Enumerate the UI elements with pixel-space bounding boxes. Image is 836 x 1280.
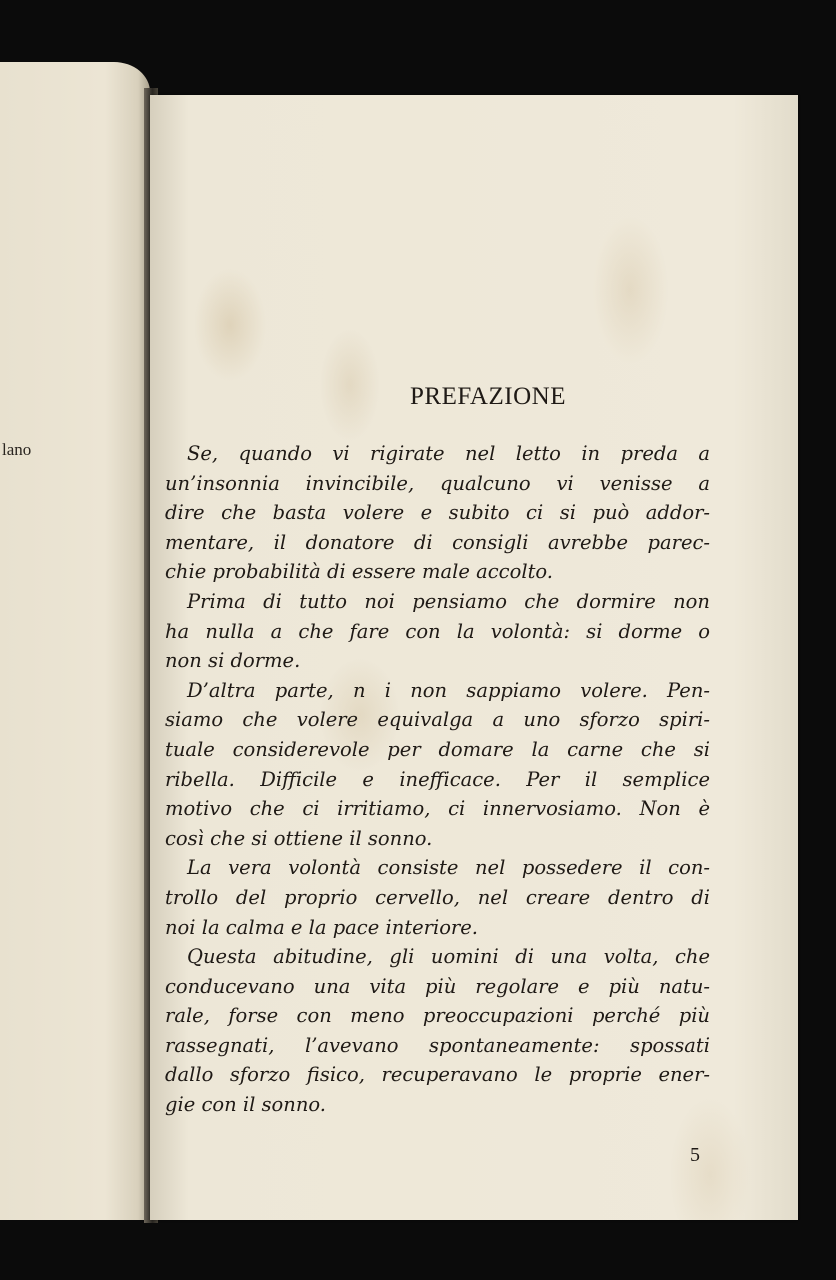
text-line: così che si ottiene il sonno. [165,826,433,850]
preface-body [165,439,710,1120]
text-line: siamo che volere equivalga a uno sforzo spiri- [165,708,710,732]
text-line: noi la calma e la pace interiore. [165,915,478,939]
text-line: rale, forse con meno preoccupazioni perché più [165,1004,710,1028]
text-line: trollo del proprio cervello, nel creare dentro di [165,885,710,909]
text-line: dire che basta volere e subito ci si può addor- [165,501,710,525]
left-page [0,62,150,1220]
page-heading: PREFAZIONE [410,383,566,410]
text-line: chie probabilità di essere male accolto. [165,560,554,584]
text-line: gie con il sonno. [165,1093,327,1117]
text-line: La vera volontà consiste nel possedere il con- [187,856,710,880]
text-line: conducevano una vita più regolare e più natu- [165,974,710,998]
text-line: ribella. Difficile e inefficace. Per il semplice [165,767,710,791]
text-line: Prima di tutto noi pensiamo che dormire non [187,589,710,613]
text-line: dallo sforzo fisico, recuperavano le proprie ener- [165,1063,710,1087]
text-line: D’altra parte, n i non sappiamo volere. Pen- [187,678,710,702]
text-line: un’insonnia invincibile, qualcuno vi venisse a [165,471,710,495]
text-line: tuale considerevole per domare la carne che si [165,737,710,761]
text-line: Se, quando vi rigirate nel letto in preda a [187,442,710,465]
text-line: ha nulla a che fare con la volontà: si dorme o [165,619,710,643]
text-line: motivo che ci irritiamo, ci innervosiamo. Non è [165,797,710,821]
page-number: 5 [690,1144,700,1166]
text-line: mentare, il donatore di consigli avrebbe parec- [165,530,710,554]
text-line: non si dorme. [165,649,301,673]
right-page [150,95,798,1220]
text-line: Questa abitudine, gli uomini di una volta, che [187,945,710,969]
text-line: rassegnati, l’avevano spontaneamente: spossati [165,1033,710,1057]
left-page-text-fragment: lano [2,440,32,459]
